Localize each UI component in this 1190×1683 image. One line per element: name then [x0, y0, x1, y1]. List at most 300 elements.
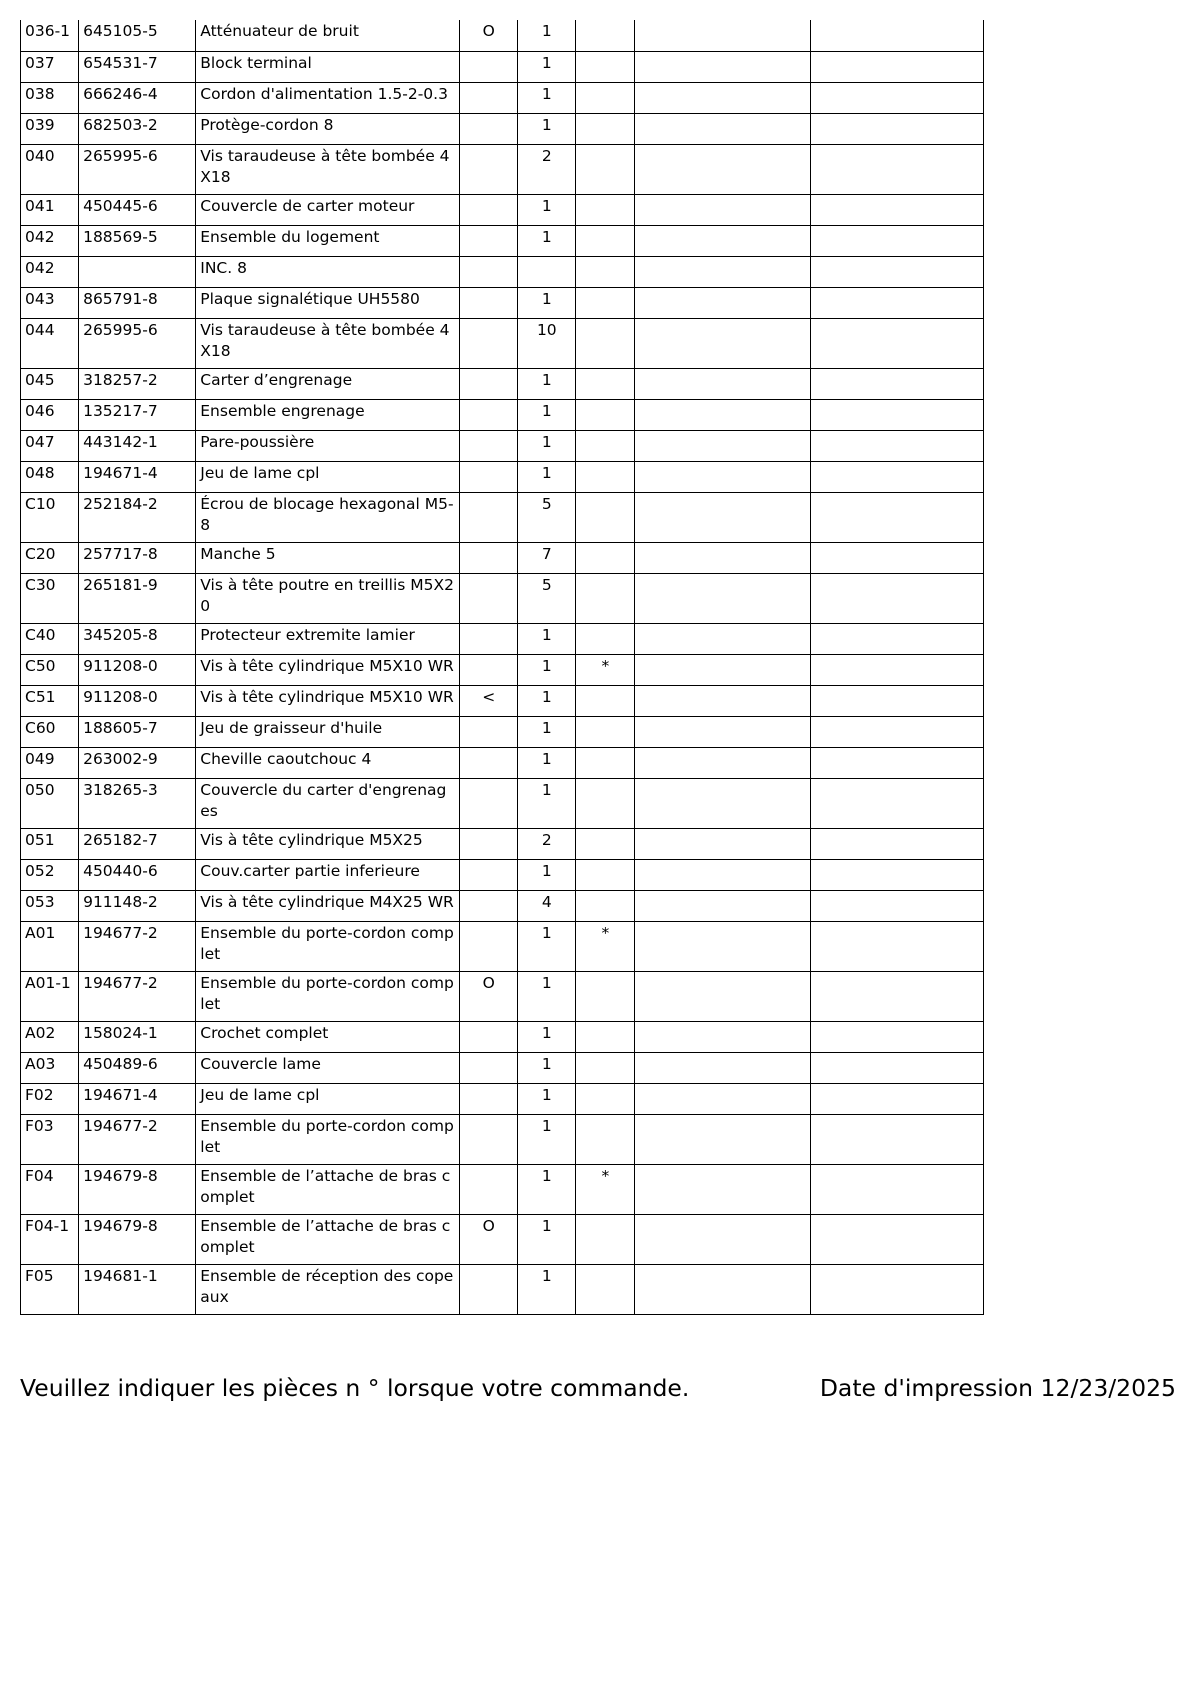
table-row: [21, 654, 984, 685]
extra-cell-1: [635, 1114, 810, 1164]
mark-cell: [576, 1052, 635, 1083]
note-cell: [460, 113, 518, 144]
extra-cell-2: [810, 1264, 983, 1314]
extra-cell-1: [635, 971, 810, 1021]
note-cell: [460, 144, 518, 194]
note-cell: [460, 1264, 518, 1314]
parts-table-body: [21, 20, 984, 1314]
extra-cell-2: [810, 287, 983, 318]
qty-cell: 1: [518, 1052, 576, 1083]
table-row: [21, 399, 984, 430]
mark-cell: [576, 318, 635, 368]
extra-cell-1: [635, 256, 810, 287]
part-no-cell: 345205-8: [79, 623, 196, 654]
note-cell: [460, 1114, 518, 1164]
note-cell: [460, 1083, 518, 1114]
mark-cell: [576, 144, 635, 194]
mark-cell: [576, 399, 635, 430]
extra-cell-2: [810, 542, 983, 573]
note-cell: [460, 82, 518, 113]
description-cell: Ensemble du porte-cordon complet: [196, 971, 460, 1021]
table-row: [21, 144, 984, 194]
table-row: [21, 747, 984, 778]
table-row: [21, 1114, 984, 1164]
table-row: [21, 1083, 984, 1114]
note-cell: [460, 492, 518, 542]
extra-cell-1: [635, 1021, 810, 1052]
table-row: [21, 685, 984, 716]
extra-cell-2: [810, 573, 983, 623]
table-row: [21, 778, 984, 828]
qty-cell: 1: [518, 1114, 576, 1164]
qty-cell: 1: [518, 461, 576, 492]
extra-cell-1: [635, 1164, 810, 1214]
extra-cell-2: [810, 256, 983, 287]
description-cell: Jeu de lame cpl: [196, 461, 460, 492]
item-no-cell: 051: [21, 828, 79, 859]
description-cell: Cheville caoutchouc 4: [196, 747, 460, 778]
note-cell: [460, 859, 518, 890]
part-no-cell: 135217-7: [79, 399, 196, 430]
qty-cell: 4: [518, 890, 576, 921]
extra-cell-1: [635, 542, 810, 573]
description-cell: Jeu de graisseur d'huile: [196, 716, 460, 747]
qty-cell: 1: [518, 194, 576, 225]
item-no-cell: 037: [21, 51, 79, 82]
item-no-cell: 053: [21, 890, 79, 921]
extra-cell-2: [810, 623, 983, 654]
part-no-cell: 188605-7: [79, 716, 196, 747]
item-no-cell: 036-1: [21, 20, 79, 51]
extra-cell-1: [635, 430, 810, 461]
order-note: Veuillez indiquer les pièces n ° lorsque votre commande.: [20, 1374, 690, 1402]
extra-cell-1: [635, 318, 810, 368]
qty-cell: 1: [518, 654, 576, 685]
item-no-cell: 049: [21, 747, 79, 778]
extra-cell-1: [635, 1083, 810, 1114]
note-cell: [460, 747, 518, 778]
note-cell: [460, 461, 518, 492]
table-row: [21, 828, 984, 859]
mark-cell: [576, 1214, 635, 1264]
item-no-cell: A01-1: [21, 971, 79, 1021]
extra-cell-2: [810, 859, 983, 890]
table-row: [21, 82, 984, 113]
description-cell: Ensemble du logement: [196, 225, 460, 256]
note-cell: [460, 1052, 518, 1083]
description-cell: Crochet complet: [196, 1021, 460, 1052]
note-cell: [460, 51, 518, 82]
part-no-cell: 265182-7: [79, 828, 196, 859]
extra-cell-2: [810, 82, 983, 113]
part-no-cell: 265995-6: [79, 318, 196, 368]
item-no-cell: A01: [21, 921, 79, 971]
qty-cell: 1: [518, 225, 576, 256]
table-row: [21, 492, 984, 542]
item-no-cell: 052: [21, 859, 79, 890]
qty-cell: 5: [518, 492, 576, 542]
description-cell: Cordon d'alimentation 1.5-2-0.3: [196, 82, 460, 113]
extra-cell-1: [635, 20, 810, 51]
extra-cell-2: [810, 890, 983, 921]
part-no-cell: 865791-8: [79, 287, 196, 318]
extra-cell-1: [635, 1052, 810, 1083]
extra-cell-1: [635, 461, 810, 492]
extra-cell-1: [635, 368, 810, 399]
description-cell: INC. 8: [196, 256, 460, 287]
table-row: [21, 430, 984, 461]
qty-cell: 1: [518, 747, 576, 778]
note-cell: [460, 623, 518, 654]
extra-cell-2: [810, 1052, 983, 1083]
note-cell: [460, 256, 518, 287]
item-no-cell: 050: [21, 778, 79, 828]
description-cell: Protecteur extremite lamier: [196, 623, 460, 654]
extra-cell-2: [810, 51, 983, 82]
extra-cell-2: [810, 492, 983, 542]
mark-cell: [576, 256, 635, 287]
qty-cell: 1: [518, 1164, 576, 1214]
qty-cell: 1: [518, 1021, 576, 1052]
extra-cell-2: [810, 685, 983, 716]
extra-cell-2: [810, 747, 983, 778]
part-no-cell: 263002-9: [79, 747, 196, 778]
table-row: [21, 859, 984, 890]
extra-cell-2: [810, 1164, 983, 1214]
note-cell: O: [460, 1214, 518, 1264]
description-cell: Carter d’engrenage: [196, 368, 460, 399]
part-no-cell: 158024-1: [79, 1021, 196, 1052]
description-cell: Couv.carter partie inferieure: [196, 859, 460, 890]
table-row: [21, 368, 984, 399]
extra-cell-1: [635, 82, 810, 113]
note-cell: [460, 1164, 518, 1214]
extra-cell-2: [810, 778, 983, 828]
qty-cell: 1: [518, 1264, 576, 1314]
table-row: [21, 716, 984, 747]
item-no-cell: 044: [21, 318, 79, 368]
item-no-cell: 048: [21, 461, 79, 492]
table-row: [21, 20, 984, 51]
item-no-cell: 046: [21, 399, 79, 430]
part-no-cell: 911208-0: [79, 685, 196, 716]
note-cell: [460, 778, 518, 828]
part-no-cell: 194677-2: [79, 921, 196, 971]
extra-cell-2: [810, 921, 983, 971]
note-cell: [460, 225, 518, 256]
description-cell: Couvercle du carter d'engrenages: [196, 778, 460, 828]
item-no-cell: 038: [21, 82, 79, 113]
part-no-cell: 682503-2: [79, 113, 196, 144]
extra-cell-2: [810, 225, 983, 256]
table-row: [21, 542, 984, 573]
extra-cell-1: [635, 194, 810, 225]
table-row: [21, 890, 984, 921]
description-cell: Jeu de lame cpl: [196, 1083, 460, 1114]
note-cell: [460, 368, 518, 399]
table-row: [21, 1264, 984, 1314]
item-no-cell: C60: [21, 716, 79, 747]
description-cell: Écrou de blocage hexagonal M5-8: [196, 492, 460, 542]
table-row: [21, 51, 984, 82]
part-no-cell: 450445-6: [79, 194, 196, 225]
qty-cell: 1: [518, 921, 576, 971]
description-cell: Plaque signalétique UH5580: [196, 287, 460, 318]
item-no-cell: 040: [21, 144, 79, 194]
table-row: [21, 1021, 984, 1052]
mark-cell: [576, 573, 635, 623]
qty-cell: 1: [518, 623, 576, 654]
table-row: [21, 287, 984, 318]
item-no-cell: 047: [21, 430, 79, 461]
note-cell: [460, 716, 518, 747]
mark-cell: [576, 828, 635, 859]
part-no-cell: 194681-1: [79, 1264, 196, 1314]
description-cell: Vis à tête cylindrique M5X10 WR: [196, 654, 460, 685]
qty-cell: 1: [518, 51, 576, 82]
note-cell: [460, 430, 518, 461]
table-row: [21, 623, 984, 654]
part-no-cell: 911208-0: [79, 654, 196, 685]
description-cell: Vis à tête cylindrique M4X25 WR: [196, 890, 460, 921]
qty-cell: 1: [518, 1083, 576, 1114]
part-no-cell: 194671-4: [79, 461, 196, 492]
description-cell: Vis à tête cylindrique M5X10 WR: [196, 685, 460, 716]
table-row: [21, 461, 984, 492]
qty-cell: 5: [518, 573, 576, 623]
qty-cell: 1: [518, 685, 576, 716]
table-row: [21, 1052, 984, 1083]
item-no-cell: F02: [21, 1083, 79, 1114]
mark-cell: [576, 20, 635, 51]
item-no-cell: F03: [21, 1114, 79, 1164]
mark-cell: [576, 461, 635, 492]
extra-cell-1: [635, 828, 810, 859]
extra-cell-2: [810, 20, 983, 51]
part-no-cell: 194679-8: [79, 1164, 196, 1214]
extra-cell-2: [810, 1021, 983, 1052]
mark-cell: [576, 1021, 635, 1052]
note-cell: <: [460, 685, 518, 716]
note-cell: [460, 194, 518, 225]
description-cell: Atténuateur de bruit: [196, 20, 460, 51]
item-no-cell: 043: [21, 287, 79, 318]
description-cell: Ensemble de l’attache de bras complet: [196, 1214, 460, 1264]
qty-cell: [518, 256, 576, 287]
item-no-cell: F04: [21, 1164, 79, 1214]
extra-cell-1: [635, 623, 810, 654]
note-cell: [460, 828, 518, 859]
part-no-cell: [79, 256, 196, 287]
qty-cell: 1: [518, 778, 576, 828]
part-no-cell: 654531-7: [79, 51, 196, 82]
mark-cell: [576, 492, 635, 542]
note-cell: [460, 318, 518, 368]
table-row: [21, 113, 984, 144]
description-cell: Ensemble de l’attache de bras complet: [196, 1164, 460, 1214]
qty-cell: 10: [518, 318, 576, 368]
mark-cell: [576, 1264, 635, 1314]
extra-cell-2: [810, 144, 983, 194]
mark-cell: [576, 1083, 635, 1114]
part-no-cell: 645105-5: [79, 20, 196, 51]
mark-cell: [576, 685, 635, 716]
item-no-cell: 045: [21, 368, 79, 399]
table-row: [21, 1164, 984, 1214]
mark-cell: [576, 113, 635, 144]
mark-cell: *: [576, 1164, 635, 1214]
mark-cell: [576, 716, 635, 747]
table-row: [21, 971, 984, 1021]
mark-cell: [576, 859, 635, 890]
extra-cell-2: [810, 716, 983, 747]
mark-cell: *: [576, 654, 635, 685]
parts-table: [20, 20, 984, 1315]
table-row: [21, 1214, 984, 1264]
note-cell: [460, 890, 518, 921]
qty-cell: 7: [518, 542, 576, 573]
table-row: [21, 921, 984, 971]
extra-cell-2: [810, 113, 983, 144]
item-no-cell: A02: [21, 1021, 79, 1052]
note-cell: [460, 654, 518, 685]
qty-cell: 1: [518, 716, 576, 747]
description-cell: Pare-poussière: [196, 430, 460, 461]
qty-cell: 2: [518, 828, 576, 859]
item-no-cell: 042: [21, 256, 79, 287]
extra-cell-2: [810, 318, 983, 368]
extra-cell-1: [635, 399, 810, 430]
extra-cell-2: [810, 194, 983, 225]
mark-cell: [576, 225, 635, 256]
qty-cell: 1: [518, 399, 576, 430]
qty-cell: 1: [518, 368, 576, 399]
extra-cell-2: [810, 430, 983, 461]
qty-cell: 1: [518, 971, 576, 1021]
extra-cell-1: [635, 287, 810, 318]
item-no-cell: 041: [21, 194, 79, 225]
qty-cell: 1: [518, 113, 576, 144]
extra-cell-1: [635, 654, 810, 685]
mark-cell: [576, 1114, 635, 1164]
table-row: [21, 194, 984, 225]
mark-cell: [576, 971, 635, 1021]
description-cell: Vis taraudeuse à tête bombée 4X18: [196, 318, 460, 368]
mark-cell: [576, 82, 635, 113]
description-cell: Protège-cordon 8: [196, 113, 460, 144]
qty-cell: 2: [518, 144, 576, 194]
item-no-cell: F05: [21, 1264, 79, 1314]
description-cell: Vis à tête cylindrique M5X25: [196, 828, 460, 859]
note-cell: [460, 1021, 518, 1052]
description-cell: Vis à tête poutre en treillis M5X20: [196, 573, 460, 623]
qty-cell: 1: [518, 82, 576, 113]
mark-cell: [576, 890, 635, 921]
print-date: Date d'impression 12/23/2025: [819, 1374, 1176, 1402]
table-row: [21, 318, 984, 368]
item-no-cell: C40: [21, 623, 79, 654]
extra-cell-1: [635, 685, 810, 716]
item-no-cell: A03: [21, 1052, 79, 1083]
extra-cell-2: [810, 1214, 983, 1264]
extra-cell-2: [810, 1083, 983, 1114]
item-no-cell: 039: [21, 113, 79, 144]
note-cell: [460, 542, 518, 573]
part-no-cell: 318265-3: [79, 778, 196, 828]
item-no-cell: F04-1: [21, 1214, 79, 1264]
extra-cell-1: [635, 492, 810, 542]
table-row: [21, 573, 984, 623]
extra-cell-2: [810, 828, 983, 859]
description-cell: Ensemble du porte-cordon complet: [196, 921, 460, 971]
description-cell: Vis taraudeuse à tête bombée 4X18: [196, 144, 460, 194]
part-no-cell: 194677-2: [79, 1114, 196, 1164]
qty-cell: 1: [518, 20, 576, 51]
description-cell: Couvercle de carter moteur: [196, 194, 460, 225]
mark-cell: [576, 623, 635, 654]
part-no-cell: 318257-2: [79, 368, 196, 399]
note-cell: O: [460, 971, 518, 1021]
extra-cell-1: [635, 859, 810, 890]
extra-cell-2: [810, 399, 983, 430]
extra-cell-1: [635, 921, 810, 971]
extra-cell-1: [635, 225, 810, 256]
mark-cell: [576, 368, 635, 399]
note-cell: [460, 921, 518, 971]
part-no-cell: 257717-8: [79, 542, 196, 573]
qty-cell: 1: [518, 1214, 576, 1264]
description-cell: Ensemble engrenage: [196, 399, 460, 430]
mark-cell: [576, 542, 635, 573]
note-cell: [460, 399, 518, 430]
description-cell: Couvercle lame: [196, 1052, 460, 1083]
extra-cell-1: [635, 573, 810, 623]
item-no-cell: C51: [21, 685, 79, 716]
extra-cell-1: [635, 113, 810, 144]
part-no-cell: 443142-1: [79, 430, 196, 461]
mark-cell: [576, 430, 635, 461]
part-no-cell: 450489-6: [79, 1052, 196, 1083]
part-no-cell: 265181-9: [79, 573, 196, 623]
part-no-cell: 194671-4: [79, 1083, 196, 1114]
extra-cell-1: [635, 716, 810, 747]
extra-cell-2: [810, 654, 983, 685]
mark-cell: [576, 747, 635, 778]
description-cell: Manche 5: [196, 542, 460, 573]
description-cell: Ensemble de réception des copeaux: [196, 1264, 460, 1314]
table-row: [21, 256, 984, 287]
mark-cell: [576, 778, 635, 828]
description-cell: Ensemble du porte-cordon complet: [196, 1114, 460, 1164]
mark-cell: *: [576, 921, 635, 971]
part-no-cell: 188569-5: [79, 225, 196, 256]
extra-cell-2: [810, 1114, 983, 1164]
qty-cell: 1: [518, 859, 576, 890]
part-no-cell: 265995-6: [79, 144, 196, 194]
part-no-cell: 194677-2: [79, 971, 196, 1021]
mark-cell: [576, 287, 635, 318]
part-no-cell: 450440-6: [79, 859, 196, 890]
extra-cell-1: [635, 144, 810, 194]
part-no-cell: 911148-2: [79, 890, 196, 921]
description-cell: Block terminal: [196, 51, 460, 82]
extra-cell-1: [635, 1214, 810, 1264]
qty-cell: 1: [518, 430, 576, 461]
part-no-cell: 194679-8: [79, 1214, 196, 1264]
mark-cell: [576, 194, 635, 225]
extra-cell-2: [810, 461, 983, 492]
extra-cell-1: [635, 51, 810, 82]
